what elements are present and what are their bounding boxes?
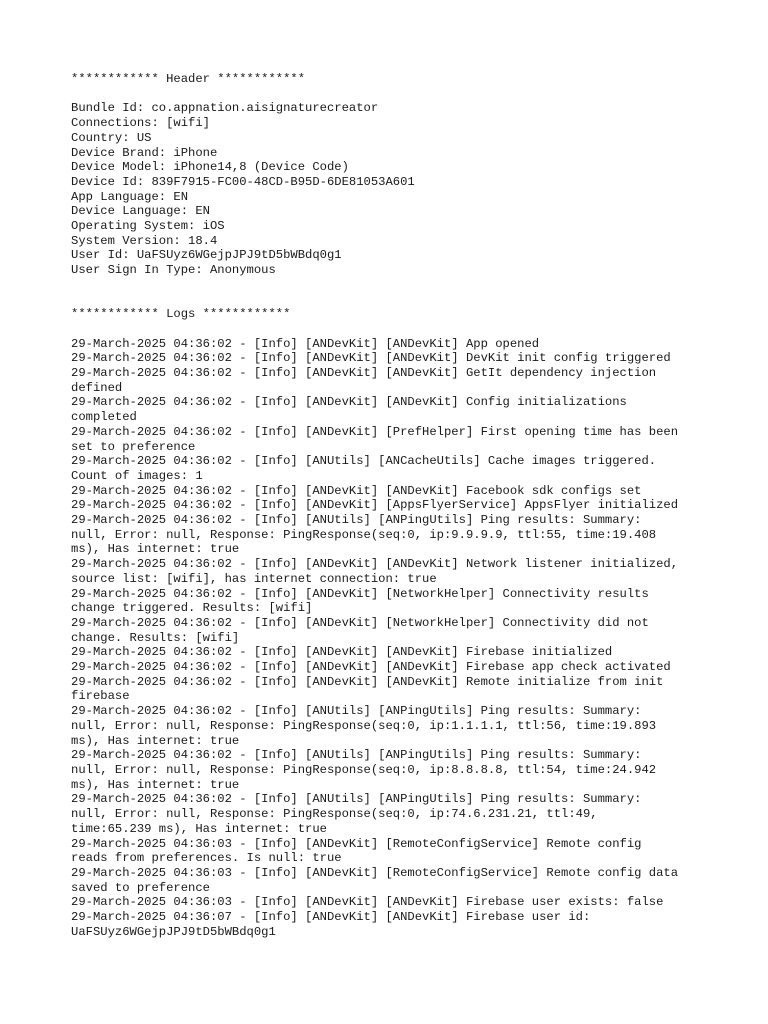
header-field-connections: Connections: [wifi] — [71, 116, 210, 131]
header-field-system-version: System Version: 18.4 — [71, 233, 218, 248]
header-field-operating-system: Operating System: iOS — [71, 219, 225, 234]
log-entry: 29-March-2025 04:36:02 - [Info] [ANDevKit] [NetworkHelper] Connectivity results change triggered. Results: [wifi] — [71, 586, 649, 616]
spacer — [71, 278, 711, 307]
log-entry: 29-March-2025 04:36:02 - [Info] [ANDevKit] [ANDevKit] Firebase initialized — [71, 645, 613, 660]
log-entry: 29-March-2025 04:36:02 - [Info] [ANDevKit] [ANDevKit] Firebase app check activated — [71, 660, 671, 675]
log-entry: 29-March-2025 04:36:02 - [Info] [ANUtils] [ANPingUtils] Ping results: Summary: null, Error: null, Response: PingResponse(seq:0, ip:74.6.231.21, ttl:49, time:65.239 ms), Has internet: true — [71, 792, 642, 836]
header-field-app-language: App Language: EN — [71, 189, 189, 204]
header-field-country: Country: US — [71, 130, 152, 145]
log-entry: 29-March-2025 04:36:03 - [Info] [ANDevKit] [RemoteConfigService] Remote config reads from preferences. Is null: true — [71, 836, 642, 866]
log-entry: 29-March-2025 04:36:02 - [Info] [ANDevKit] [PrefHelper] First opening time has been set to preference — [71, 424, 679, 454]
log-entry: 29-March-2025 04:36:02 - [Info] [ANDevKit] [ANDevKit] Network listener initialized, source list: [wifi], has internet connection: true — [71, 557, 679, 586]
spacer — [71, 322, 711, 337]
log-entry: 29-March-2025 04:36:02 - [Info] [ANUtils] [ANPingUtils] Ping results: Summary: null, Error: null, Response: PingResponse(seq:0, ip:8.8.8.8, ttl:54, time:24.942 ms), Has internet: true — [71, 748, 657, 792]
header-field-device-id: Device Id: 839F7915-FC00-48CD-B95D-6DE81053A601 — [71, 174, 415, 189]
log-entry: 29-March-2025 04:36:02 - [Info] [ANDevKit] [NetworkHelper] Connectivity did not change. Results: [wifi] — [71, 615, 649, 645]
log-entry: 29-March-2025 04:36:02 - [Info] [ANDevKit] [ANDevKit] DevKit init config triggered — [71, 351, 671, 366]
log-entry: 29-March-2025 04:36:02 - [Info] [ANDevKit] [ANDevKit] GetIt dependency injection defined — [71, 366, 657, 395]
log-entry: 29-March-2025 04:36:02 - [Info] [ANDevKit] [AppsFlyerService] AppsFlyer initialized — [71, 498, 679, 513]
header-field-sign-in-type: User Sign In Type: Anonymous — [71, 263, 276, 278]
header-fields — [71, 101, 711, 277]
log-entry: 29-March-2025 04:36:02 - [Info] [ANDevKit] [ANDevKit] Config initializations completed — [71, 395, 627, 425]
log-entry: 29-March-2025 04:36:02 - [Info] [ANUtils] [ANCacheUtils] Cache images triggered. Count of images: 1 — [71, 454, 657, 483]
log-entry: 29-March-2025 04:36:02 - [Info] [ANDevKit] [ANDevKit] Facebook sdk configs set — [71, 483, 642, 498]
log-entries — [71, 337, 711, 940]
log-entry: 29-March-2025 04:36:03 - [Info] [ANDevKit] [RemoteConfigService] Remote config data saved to preference — [71, 865, 679, 895]
header-field-device-model: Device Model: iPhone14,8 (Device Code) — [71, 160, 349, 175]
log-entry: 29-March-2025 04:36:02 - [Info] [ANUtils] [ANPingUtils] Ping results: Summary: null, Error: null, Response: PingResponse(seq:0, ip:9.9.9.9, ttl:55, time:19.408 ms), Has internet: true — [71, 513, 657, 557]
header-field-device-brand: Device Brand: iPhone — [71, 145, 218, 160]
log-entry: 29-March-2025 04:36:02 - [Info] [ANUtils] [ANPingUtils] Ping results: Summary: null, Error: null, Response: PingResponse(seq:0, ip:1.1.1.1, ttl:56, time:19.893 ms), Has internet: true — [71, 704, 657, 748]
log-document — [71, 72, 711, 939]
header-field-user-id: User Id: UaFSUyz6WGejpJPJ9tD5bWBdq0g1 — [71, 248, 342, 263]
log-entry: 29-March-2025 04:36:02 - [Info] [ANDevKit] [ANDevKit] Remote initialize from init firebase — [71, 674, 664, 704]
header-title: ************ Header ************ — [71, 72, 306, 86]
log-entry: 29-March-2025 04:36:07 - [Info] [ANDevKit] [ANDevKit] Firebase user id: UaFSUyz6WGejpJPJ9tD5bWBdq0g1 — [71, 910, 591, 939]
spacer — [71, 87, 711, 102]
log-entry: 29-March-2025 04:36:02 - [Info] [ANDevKit] [ANDevKit] App opened — [71, 336, 540, 351]
header-field-device-language: Device Language: EN — [71, 204, 210, 219]
header-field-bundle-id: Bundle Id: co.appnation.aisignaturecreator — [71, 101, 379, 116]
log-entry: 29-March-2025 04:36:03 - [Info] [ANDevKit] [ANDevKit] Firebase user exists: false — [71, 895, 664, 910]
logs-title: ************ Logs ************ — [71, 307, 291, 322]
